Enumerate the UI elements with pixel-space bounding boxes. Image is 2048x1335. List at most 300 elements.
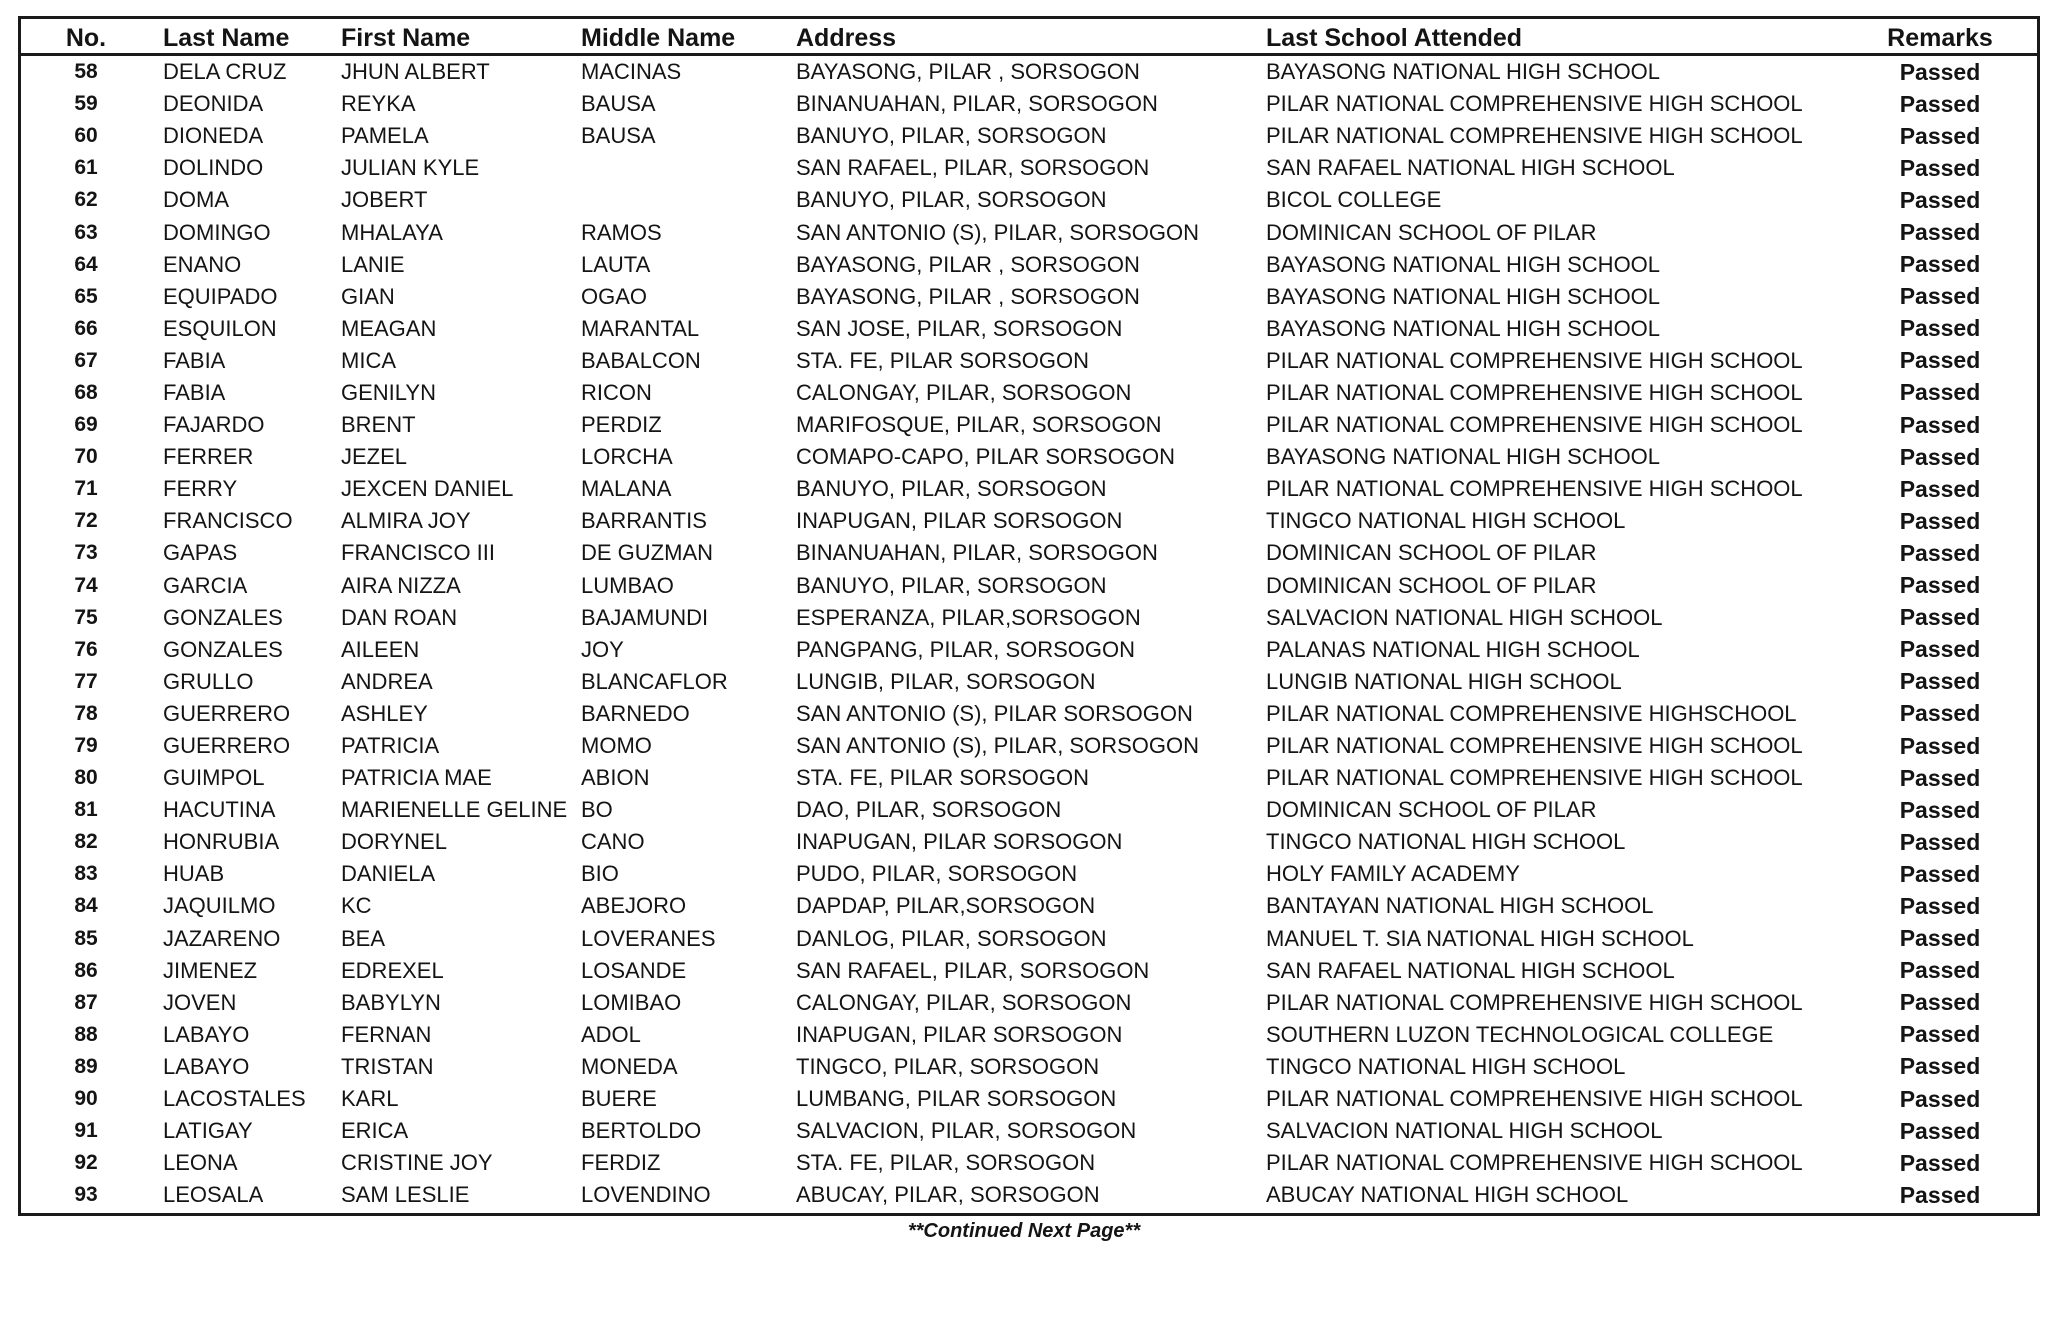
table-row xyxy=(21,55,2037,89)
cell-middle-name: BO xyxy=(581,797,613,823)
cell-address: BAYASONG, PILAR , SORSOGON xyxy=(796,59,1140,85)
cell-last-school: SOUTHERN LUZON TECHNOLOGICAL COLLEGE xyxy=(1266,1021,1774,1047)
cell-middle-name: BAJAMUNDI xyxy=(581,604,709,630)
cell-address: SAN ANTONIO (S), PILAR, SORSOGON xyxy=(796,219,1200,245)
cell-no: 74 xyxy=(74,573,98,597)
cell-last-name: GUERRERO xyxy=(163,700,291,726)
table-row xyxy=(21,249,2037,281)
cell-last-name: LABAYO xyxy=(163,1021,250,1047)
cell-remarks: Passed xyxy=(1899,539,1981,566)
cell-no: 79 xyxy=(74,734,98,758)
cell-middle-name: RAMOS xyxy=(581,219,662,245)
cell-no: 85 xyxy=(74,926,98,950)
cell-last-name: JAZARENO xyxy=(163,925,281,951)
cell-last-name: DOLINDO xyxy=(163,155,264,181)
table-row xyxy=(21,602,2037,634)
table-row xyxy=(21,505,2037,537)
cell-first-name: FERNAN xyxy=(341,1021,432,1047)
table-row xyxy=(21,88,2037,120)
header-address: Address xyxy=(796,19,1266,55)
cell-address: MARIFOSQUE, PILAR, SORSOGON xyxy=(796,412,1162,438)
cell-middle-name: JOY xyxy=(581,636,624,662)
cell-last-school: LUNGIB NATIONAL HIGH SCHOOL xyxy=(1266,668,1622,694)
table-row xyxy=(21,345,2037,377)
cell-last-school: PILAR NATIONAL COMPREHENSIVE HIGH SCHOOL xyxy=(1266,1086,1803,1112)
cell-last-school: DOMINICAN SCHOOL OF PILAR xyxy=(1266,797,1597,823)
cell-remarks: Passed xyxy=(1899,443,1981,470)
cell-last-name: ESQUILON xyxy=(163,315,277,341)
cell-last-name: FABIA xyxy=(163,379,226,405)
cell-address: SAN ANTONIO (S), PILAR SORSOGON xyxy=(796,700,1193,726)
cell-remarks: Passed xyxy=(1899,572,1981,599)
cell-remarks: Passed xyxy=(1899,315,1981,342)
cell-last-school: PILAR NATIONAL COMPREHENSIVE HIGH SCHOOL xyxy=(1266,476,1803,502)
cell-first-name: DANIELA xyxy=(341,861,436,887)
cell-first-name: PATRICIA MAE xyxy=(341,765,492,791)
cell-remarks: Passed xyxy=(1899,636,1981,663)
cell-last-school: DOMINICAN SCHOOL OF PILAR xyxy=(1266,572,1597,598)
cell-last-name: DEONIDA xyxy=(163,91,264,117)
cell-first-name: JEZEL xyxy=(341,444,408,470)
cell-middle-name xyxy=(581,184,796,216)
cell-remarks: Passed xyxy=(1899,283,1981,310)
table-row xyxy=(21,666,2037,698)
cell-middle-name: MOMO xyxy=(581,733,652,759)
cell-address: PANGPANG, PILAR, SORSOGON xyxy=(796,636,1136,662)
cell-last-school: BAYASONG NATIONAL HIGH SCHOOL xyxy=(1266,283,1661,309)
cell-middle-name: BERTOLDO xyxy=(581,1118,702,1144)
cell-no: 64 xyxy=(74,252,98,276)
table-row xyxy=(21,698,2037,730)
cell-last-name: HUAB xyxy=(163,861,225,887)
cell-first-name: REYKA xyxy=(341,91,416,117)
cell-no: 77 xyxy=(74,669,98,693)
cell-last-school: PALANAS NATIONAL HIGH SCHOOL xyxy=(1266,636,1640,662)
cell-remarks: Passed xyxy=(1899,1021,1981,1048)
cell-last-school: TINGCO NATIONAL HIGH SCHOOL xyxy=(1266,1053,1626,1079)
cell-first-name: DORYNEL xyxy=(341,829,447,855)
cell-remarks: Passed xyxy=(1899,1053,1981,1080)
table-row xyxy=(21,281,2037,313)
cell-no: 65 xyxy=(74,284,98,308)
cell-middle-name: PERDIZ xyxy=(581,412,662,438)
cell-remarks: Passed xyxy=(1899,507,1981,534)
cell-middle-name: LAUTA xyxy=(581,251,651,277)
cell-address: DAPDAP, PILAR,SORSOGON xyxy=(796,893,1096,919)
cell-address: INAPUGAN, PILAR SORSOGON xyxy=(796,1021,1123,1047)
cell-address: STA. FE, PILAR SORSOGON xyxy=(796,347,1089,373)
cell-no: 62 xyxy=(74,188,98,212)
cell-last-school: PILAR NATIONAL COMPREHENSIVE HIGH SCHOOL xyxy=(1266,91,1803,117)
cell-first-name: ASHLEY xyxy=(341,700,428,726)
cell-first-name: ANDREA xyxy=(341,668,433,694)
cell-address: ABUCAY, PILAR, SORSOGON xyxy=(796,1182,1100,1208)
cell-address: SAN RAFAEL, PILAR, SORSOGON xyxy=(796,957,1150,983)
cell-last-school: DOMINICAN SCHOOL OF PILAR xyxy=(1266,219,1597,245)
cell-no: 71 xyxy=(74,477,98,501)
table-row xyxy=(21,762,2037,794)
cell-remarks: Passed xyxy=(1899,700,1981,727)
cell-remarks: Passed xyxy=(1899,1181,1981,1208)
cell-middle-name: CANO xyxy=(581,829,645,855)
cell-first-name: BABYLYN xyxy=(341,989,441,1015)
cell-middle-name: LOSANDE xyxy=(581,957,687,983)
cell-first-name: KARL xyxy=(341,1086,399,1112)
cell-last-school: ABUCAY NATIONAL HIGH SCHOOL xyxy=(1266,1182,1629,1208)
table-row xyxy=(21,858,2037,890)
cell-remarks: Passed xyxy=(1899,957,1981,984)
cell-middle-name: ADOL xyxy=(581,1021,641,1047)
cell-last-school: PILAR NATIONAL COMPREHENSIVE HIGH SCHOOL xyxy=(1266,765,1803,791)
cell-last-name: GUERRERO xyxy=(163,733,291,759)
cell-address: TINGCO, PILAR, SORSOGON xyxy=(796,1053,1100,1079)
cell-no: 92 xyxy=(74,1151,98,1175)
table-row xyxy=(21,1083,2037,1115)
cell-first-name: MHALAYA xyxy=(341,219,443,245)
cell-remarks: Passed xyxy=(1899,58,1981,85)
cell-last-school: BAYASONG NATIONAL HIGH SCHOOL xyxy=(1266,251,1661,277)
cell-no: 78 xyxy=(74,701,98,725)
table-row xyxy=(21,184,2037,216)
table-row xyxy=(21,794,2037,826)
table-row xyxy=(21,1115,2037,1147)
cell-first-name: MEAGAN xyxy=(341,315,437,341)
cell-no: 72 xyxy=(74,509,98,533)
cell-last-school: HOLY FAMILY ACADEMY xyxy=(1266,861,1520,887)
cell-address: BAYASONG, PILAR , SORSOGON xyxy=(796,283,1140,309)
cell-first-name: BEA xyxy=(341,925,386,951)
cell-middle-name: BAUSA xyxy=(581,123,656,149)
cell-first-name: BRENT xyxy=(341,412,416,438)
cell-no: 59 xyxy=(74,92,98,116)
cell-last-school: SALVACION NATIONAL HIGH SCHOOL xyxy=(1266,1118,1663,1144)
cell-no: 58 xyxy=(74,60,98,84)
header-last-school: Last School Attended xyxy=(1266,19,1843,55)
cell-remarks: Passed xyxy=(1899,251,1981,278)
cell-middle-name: MONEDA xyxy=(581,1053,678,1079)
cell-middle-name: LOMIBAO xyxy=(581,989,682,1015)
cell-last-name: HONRUBIA xyxy=(163,829,280,855)
cell-first-name: KC xyxy=(341,893,372,919)
cell-remarks: Passed xyxy=(1899,732,1981,759)
cell-middle-name: OGAO xyxy=(581,283,648,309)
cell-last-name: GONZALES xyxy=(163,604,283,630)
cell-middle-name: LOVERANES xyxy=(581,925,716,951)
table-row xyxy=(21,730,2037,762)
cell-remarks: Passed xyxy=(1899,1085,1981,1112)
cell-first-name: TRISTAN xyxy=(341,1053,434,1079)
cell-address: SAN RAFAEL, PILAR, SORSOGON xyxy=(796,155,1150,181)
cell-last-name: LEOSALA xyxy=(163,1182,264,1208)
cell-no: 66 xyxy=(74,316,98,340)
cell-last-school: PILAR NATIONAL COMPREHENSIVE HIGH SCHOOL xyxy=(1266,412,1803,438)
cell-no: 80 xyxy=(74,766,98,790)
cell-middle-name xyxy=(581,152,796,184)
table-header xyxy=(21,19,2037,55)
cell-last-school: TINGCO NATIONAL HIGH SCHOOL xyxy=(1266,829,1626,855)
cell-middle-name: ABEJORO xyxy=(581,893,687,919)
cell-address: BANUYO, PILAR, SORSOGON xyxy=(796,187,1107,213)
cell-first-name: ERICA xyxy=(341,1118,409,1144)
cell-last-school: PILAR NATIONAL COMPREHENSIVE HIGH SCHOOL xyxy=(1266,347,1803,373)
table-row xyxy=(21,441,2037,473)
header-last-name: Last Name xyxy=(151,19,341,55)
table-row xyxy=(21,120,2037,152)
cell-remarks: Passed xyxy=(1899,796,1981,823)
cell-last-name: JOVEN xyxy=(163,989,237,1015)
table-row xyxy=(21,473,2037,505)
cell-middle-name: RICON xyxy=(581,379,652,405)
header-row xyxy=(21,19,2037,55)
cell-first-name: EDREXEL xyxy=(341,957,444,983)
cell-middle-name: LOVENDINO xyxy=(581,1182,711,1208)
table-body xyxy=(21,55,2037,1212)
cell-first-name: MARIENELLE GELINE xyxy=(341,797,568,823)
table-row xyxy=(21,955,2037,987)
cell-no: 61 xyxy=(74,156,98,180)
cell-middle-name: BLANCAFLOR xyxy=(581,668,728,694)
cell-address: STA. FE, PILAR SORSOGON xyxy=(796,765,1089,791)
cell-first-name: GENILYN xyxy=(341,379,436,405)
cell-last-name: JIMENEZ xyxy=(163,957,258,983)
cell-no: 68 xyxy=(74,380,98,404)
cell-address: INAPUGAN, PILAR SORSOGON xyxy=(796,508,1123,534)
cell-no: 82 xyxy=(74,830,98,854)
cell-no: 91 xyxy=(74,1119,98,1143)
cell-remarks: Passed xyxy=(1899,475,1981,502)
cell-remarks: Passed xyxy=(1899,411,1981,438)
cell-first-name: JEXCEN DANIEL xyxy=(341,476,514,502)
cell-remarks: Passed xyxy=(1899,90,1981,117)
table-row xyxy=(21,987,2037,1019)
table-row xyxy=(21,826,2037,858)
cell-address: BANUYO, PILAR, SORSOGON xyxy=(796,572,1107,598)
cell-last-school: SALVACION NATIONAL HIGH SCHOOL xyxy=(1266,604,1663,630)
cell-first-name: AILEEN xyxy=(341,636,420,662)
cell-last-name: LATIGAY xyxy=(163,1118,253,1144)
cell-last-school: SAN RAFAEL NATIONAL HIGH SCHOOL xyxy=(1266,957,1675,983)
cell-no: 90 xyxy=(74,1087,98,1111)
cell-last-name: FERRY xyxy=(163,476,238,502)
cell-last-school: PILAR NATIONAL COMPREHENSIVE HIGHSCHOOL xyxy=(1266,700,1797,726)
cell-last-name: EQUIPADO xyxy=(163,283,278,309)
cell-last-school: BICOL COLLEGE xyxy=(1266,187,1442,213)
cell-remarks: Passed xyxy=(1899,925,1981,952)
cell-last-school: PILAR NATIONAL COMPREHENSIVE HIGH SCHOOL xyxy=(1266,733,1803,759)
cell-address: BANUYO, PILAR, SORSOGON xyxy=(796,123,1107,149)
cell-remarks: Passed xyxy=(1899,668,1981,695)
cell-address: LUNGIB, PILAR, SORSOGON xyxy=(796,668,1096,694)
header-remarks: Remarks xyxy=(1843,19,2037,55)
cell-no: 84 xyxy=(74,894,98,918)
cell-no: 76 xyxy=(74,637,98,661)
table-row xyxy=(21,216,2037,248)
cell-middle-name: MARANTAL xyxy=(581,315,700,341)
cell-last-name: LEONA xyxy=(163,1150,238,1176)
cell-last-name: GARCIA xyxy=(163,572,248,598)
cell-address: CALONGAY, PILAR, SORSOGON xyxy=(796,379,1132,405)
cell-last-school: DOMINICAN SCHOOL OF PILAR xyxy=(1266,540,1597,566)
cell-first-name: GIAN xyxy=(341,283,395,309)
cell-address: DANLOG, PILAR, SORSOGON xyxy=(796,925,1107,951)
cell-first-name: PAMELA xyxy=(341,123,429,149)
cell-last-school: PILAR NATIONAL COMPREHENSIVE HIGH SCHOOL xyxy=(1266,379,1803,405)
cell-no: 89 xyxy=(74,1054,98,1078)
cell-last-school: BANTAYAN NATIONAL HIGH SCHOOL xyxy=(1266,893,1654,919)
table-row xyxy=(21,537,2037,569)
results-table xyxy=(21,19,2037,1211)
cell-middle-name: FERDIZ xyxy=(581,1150,661,1176)
header-no: No. xyxy=(21,19,151,55)
cell-remarks: Passed xyxy=(1899,186,1981,213)
table-row xyxy=(21,1179,2037,1211)
cell-middle-name: BARNEDO xyxy=(581,700,690,726)
cell-address: BANUYO, PILAR, SORSOGON xyxy=(796,476,1107,502)
cell-middle-name: BUERE xyxy=(581,1086,657,1112)
table-row xyxy=(21,923,2037,955)
cell-address: BINANUAHAN, PILAR, SORSOGON xyxy=(796,91,1158,117)
cell-address: SAN ANTONIO (S), PILAR, SORSOGON xyxy=(796,733,1200,759)
cell-no: 60 xyxy=(74,124,98,148)
cell-last-name: DOMA xyxy=(163,187,229,213)
cell-first-name: JULIAN KYLE xyxy=(341,155,480,181)
table-row xyxy=(21,409,2037,441)
cell-middle-name: BARRANTIS xyxy=(581,508,707,534)
cell-last-school: SAN RAFAEL NATIONAL HIGH SCHOOL xyxy=(1266,155,1675,181)
cell-last-school: BAYASONG NATIONAL HIGH SCHOOL xyxy=(1266,444,1661,470)
cell-first-name: MICA xyxy=(341,347,396,373)
cell-first-name: AIRA NIZZA xyxy=(341,572,461,598)
cell-middle-name: BIO xyxy=(581,861,619,887)
cell-remarks: Passed xyxy=(1899,154,1981,181)
header-first-name: First Name xyxy=(341,19,581,55)
table-row xyxy=(21,1147,2037,1179)
cell-remarks: Passed xyxy=(1899,1149,1981,1176)
cell-address: CALONGAY, PILAR, SORSOGON xyxy=(796,989,1132,1015)
table-row xyxy=(21,890,2037,922)
cell-remarks: Passed xyxy=(1899,347,1981,374)
cell-first-name: CRISTINE JOY xyxy=(341,1150,493,1176)
cell-first-name: SAM LESLIE xyxy=(341,1182,470,1208)
cell-no: 93 xyxy=(74,1183,98,1207)
cell-middle-name: MALANA xyxy=(581,476,672,502)
cell-address: STA. FE, PILAR, SORSOGON xyxy=(796,1150,1096,1176)
cell-last-name: GAPAS xyxy=(163,540,238,566)
cell-remarks: Passed xyxy=(1899,860,1981,887)
cell-last-name: ENANO xyxy=(163,251,242,277)
cell-remarks: Passed xyxy=(1899,219,1981,246)
cell-no: 83 xyxy=(74,862,98,886)
cell-last-school: TINGCO NATIONAL HIGH SCHOOL xyxy=(1266,508,1626,534)
cell-no: 81 xyxy=(74,798,98,822)
cell-first-name: JHUN ALBERT xyxy=(341,59,490,85)
cell-last-name: JAQUILMO xyxy=(163,893,276,919)
cell-address: BAYASONG, PILAR , SORSOGON xyxy=(796,251,1140,277)
cell-last-school: PILAR NATIONAL COMPREHENSIVE HIGH SCHOOL xyxy=(1266,989,1803,1015)
cell-first-name: PATRICIA xyxy=(341,733,440,759)
cell-remarks: Passed xyxy=(1899,989,1981,1016)
table-row xyxy=(21,152,2037,184)
cell-last-name: FAJARDO xyxy=(163,412,265,438)
cell-middle-name: BABALCON xyxy=(581,347,701,373)
cell-remarks: Passed xyxy=(1899,892,1981,919)
table-row xyxy=(21,634,2037,666)
cell-last-name: GONZALES xyxy=(163,636,283,662)
cell-middle-name: ABION xyxy=(581,765,650,791)
cell-no: 67 xyxy=(74,348,98,372)
header-middle-name: Middle Name xyxy=(581,19,796,55)
cell-last-name: FRANCISCO xyxy=(163,508,293,534)
cell-last-name: FABIA xyxy=(163,347,226,373)
results-table-frame xyxy=(18,16,2040,1216)
cell-address: BINANUAHAN, PILAR, SORSOGON xyxy=(796,540,1158,566)
cell-last-school: PILAR NATIONAL COMPREHENSIVE HIGH SCHOOL xyxy=(1266,123,1803,149)
cell-last-school: PILAR NATIONAL COMPREHENSIVE HIGH SCHOOL xyxy=(1266,1150,1803,1176)
continued-note: **Continued Next Page** xyxy=(907,1220,1141,1242)
cell-remarks: Passed xyxy=(1899,1117,1981,1144)
cell-address: SALVACION, PILAR, SORSOGON xyxy=(796,1118,1137,1144)
cell-remarks: Passed xyxy=(1899,764,1981,791)
cell-first-name: FRANCISCO III xyxy=(341,540,496,566)
cell-last-school: MANUEL T. SIA NATIONAL HIGH SCHOOL xyxy=(1266,925,1694,951)
cell-address: SAN JOSE, PILAR, SORSOGON xyxy=(796,315,1123,341)
cell-first-name: JOBERT xyxy=(341,187,428,213)
cell-address: INAPUGAN, PILAR SORSOGON xyxy=(796,829,1123,855)
cell-last-name: DELA CRUZ xyxy=(163,59,287,85)
cell-last-school: BAYASONG NATIONAL HIGH SCHOOL xyxy=(1266,315,1661,341)
cell-no: 75 xyxy=(74,605,98,629)
cell-last-name: GRULLO xyxy=(163,668,254,694)
cell-no: 70 xyxy=(74,445,98,469)
cell-middle-name: DE GUZMAN xyxy=(581,540,713,566)
cell-no: 87 xyxy=(74,990,98,1014)
cell-last-school: BAYASONG NATIONAL HIGH SCHOOL xyxy=(1266,59,1661,85)
cell-remarks: Passed xyxy=(1899,828,1981,855)
cell-last-name: GUIMPOL xyxy=(163,765,265,791)
cell-address: ESPERANZA, PILAR,SORSOGON xyxy=(796,604,1141,630)
cell-last-name: DIONEDA xyxy=(163,123,264,149)
cell-first-name: LANIE xyxy=(341,251,405,277)
cell-address: PUDO, PILAR, SORSOGON xyxy=(796,861,1078,887)
cell-last-name: LACOSTALES xyxy=(163,1086,306,1112)
cell-middle-name: LORCHA xyxy=(581,444,673,470)
cell-last-name: HACUTINA xyxy=(163,797,276,823)
table-row xyxy=(21,313,2037,345)
cell-last-name: DOMINGO xyxy=(163,219,271,245)
cell-last-name: FERRER xyxy=(163,444,254,470)
cell-middle-name: MACINAS xyxy=(581,59,682,85)
cell-first-name: ALMIRA JOY xyxy=(341,508,471,534)
cell-address: LUMBANG, PILAR SORSOGON xyxy=(796,1086,1117,1112)
cell-address: COMAPO-CAPO, PILAR SORSOGON xyxy=(796,444,1175,470)
cell-no: 88 xyxy=(74,1022,98,1046)
cell-remarks: Passed xyxy=(1899,379,1981,406)
table-row xyxy=(21,1019,2037,1051)
cell-remarks: Passed xyxy=(1899,122,1981,149)
cell-last-name: LABAYO xyxy=(163,1053,250,1079)
cell-no: 63 xyxy=(74,220,98,244)
table-row xyxy=(21,570,2037,602)
cell-middle-name: LUMBAO xyxy=(581,572,674,598)
table-row xyxy=(21,1051,2037,1083)
cell-no: 86 xyxy=(74,958,98,982)
cell-no: 69 xyxy=(74,413,98,437)
cell-address: DAO, PILAR, SORSOGON xyxy=(796,797,1062,823)
table-row xyxy=(21,377,2037,409)
cell-no: 73 xyxy=(74,541,98,565)
cell-middle-name: BAUSA xyxy=(581,91,656,117)
cell-remarks: Passed xyxy=(1899,604,1981,631)
